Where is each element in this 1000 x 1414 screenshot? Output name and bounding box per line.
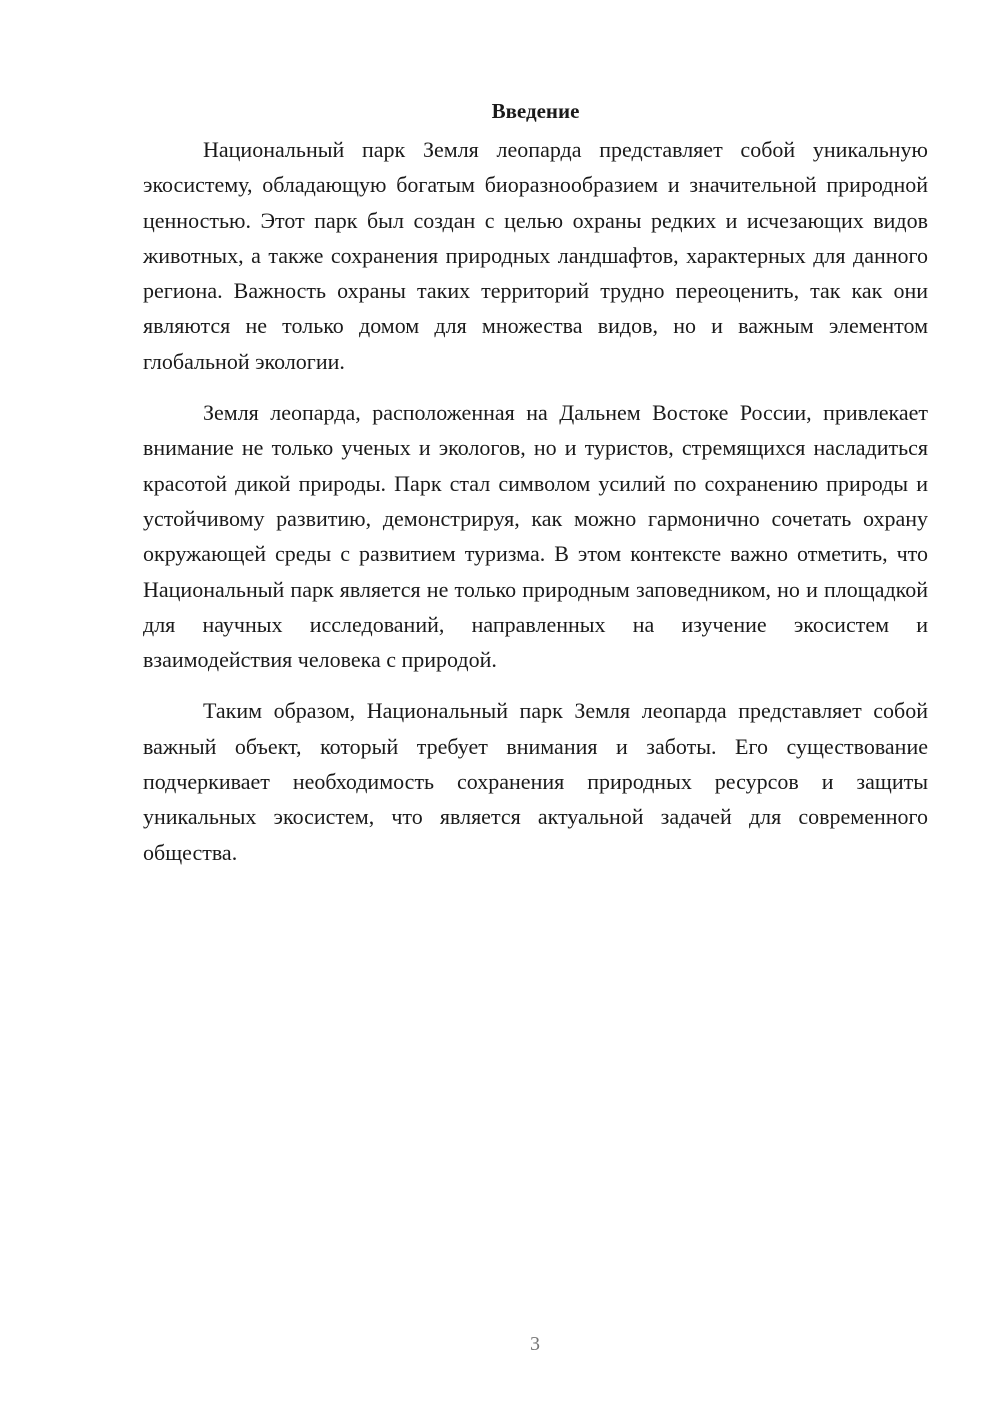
paragraph-intro: Национальный парк Земля леопарда представляет собой уникальную экосистему, обладающую богатым биоразнообразием и значительной природной ценностью. Этот парк был создан с целью охраны редких и исчезающих видов животных, а также сохранения природных ландшафтов, характерных для данного региона. Важность охраны таких территорий трудно переоценить, так как они являются не только домом для множества видов, но и важным элементом глобальной экологии. — [143, 137, 928, 374]
page-number: 3 — [530, 1333, 540, 1355]
section-title: Введение — [491, 99, 580, 123]
paragraph-conclusion: Таким образом, Национальный парк Земля леопарда представляет собой важный объект, который требует внимания и заботы. Его существование подчеркивает необходимость сохранения природных ресурсов и защиты уникальных экосистем, что является актуальной задачей для современного общества. — [143, 698, 928, 865]
document-body — [143, 92, 928, 886]
paragraph-location: Земля леопарда, расположенная на Дальнем Востоке России, привлекает внимание не только ученых и экологов, но и туристов, стремящихся насладиться красотой дикой природы. Парк стал символом усилий по сохранению природы и устойчивому развитию, демонстрируя, как можно гармонично сочетать охрану окружающей среды с развитием туризма. В этом контексте важно отметить, что Национальный парк является не только природным заповедником, но и площадкой для научных исследований, направленных на изучение экосистем и взаимодействия человека с природой. — [143, 400, 928, 673]
